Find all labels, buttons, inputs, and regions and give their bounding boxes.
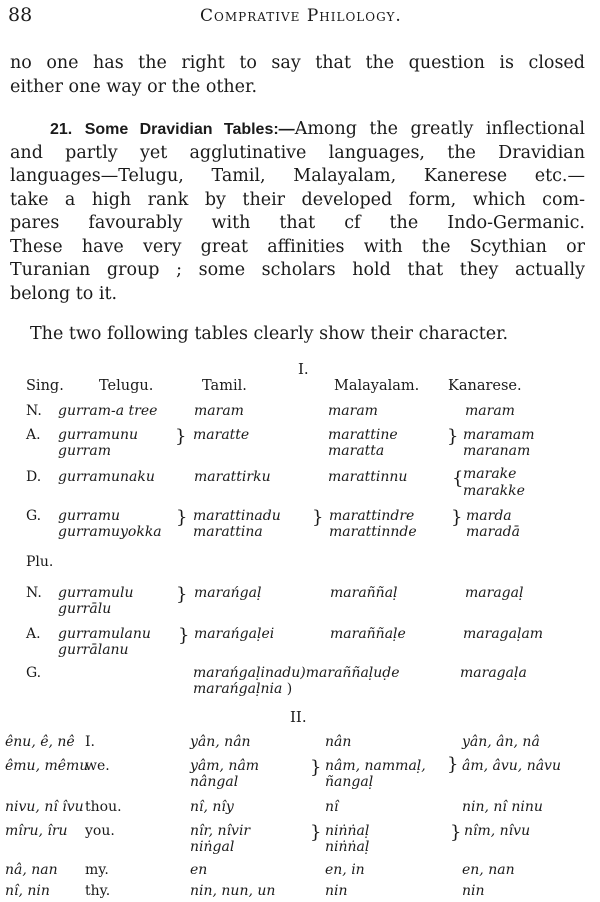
kanarese-form: maradā [466,524,520,540]
header-kanarese: Kanarese. [448,378,522,394]
paragraph-continuation [10,52,585,99]
malayalam-form: marattinnde [329,524,417,540]
kanarese-form: marakke [463,483,525,499]
telugu-pronoun: nâ, nan [5,862,58,878]
tamil-form: marańgaḷ [194,585,262,601]
case-label: G. [26,508,42,524]
malayalam-pronoun: en, in [325,862,365,878]
malayalam-pronoun: nân [325,734,352,750]
english-gloss: we. [85,758,110,774]
english-gloss: you. [85,823,115,839]
brace: } [447,754,459,775]
case-label: D. [26,469,42,485]
text-line: either one way or the other. [10,76,258,97]
tamil-form [193,681,292,697]
brace: ) [300,665,306,681]
tamil-pronoun: yâm, nâm [190,758,260,774]
telugu-form: gurramuyokka [58,524,162,540]
english-gloss: thou. [85,799,122,815]
tamil-form-text: marańgaḷinadu [193,665,301,681]
malayalam-pronoun: nî [325,799,339,815]
english-gloss: my. [85,862,109,878]
brace: ) [286,681,293,697]
page-number: 88 [8,4,33,26]
telugu-pronoun: ênu, ê, nê [5,734,75,750]
telugu-pronoun: nî, nin [5,883,50,899]
text-line: and partly yet agglutinative languages, the Dravidian [10,142,585,163]
malayalam-form: maram [328,403,378,419]
telugu-pronoun: mîru, îru [5,823,68,839]
telugu-form: gurrālanu [58,642,129,658]
brace: } [176,584,188,605]
malayalam-pronoun: niṅṅaḷ [325,839,370,855]
malayalam-form: maraññaḷuḍe [305,665,400,681]
malayalam-form: marattine [328,427,398,443]
tamil-form: marattirku [194,469,271,485]
case-label: A. [26,427,41,443]
tamil-form: marattina [193,524,263,540]
kanarese-form: maragaḷam [463,626,544,642]
telugu-form: gurramulanu [58,626,151,642]
section-21-paragraph [10,118,585,306]
tamil-form: marańgaḷei [194,626,275,642]
telugu-form: gurram [58,443,111,459]
malayalam-pronoun: nâm, nammaḷ, [325,758,426,774]
kanarese-form: marake [463,466,517,482]
brace: } [178,625,190,646]
brace: } [176,507,188,528]
running-title: Comprative Philology. [200,6,402,26]
text-line: pares favourably with that cf the Indo-Germanic. [10,213,585,233]
english-gloss: I. [85,734,95,750]
text-line [10,118,585,142]
kanarese-form: marda [466,508,512,524]
kanarese-form: maram [465,403,515,419]
kanarese-pronoun: yân, ân, nâ [462,734,540,750]
table-1-numeral: I. [298,360,309,378]
case-label: N. [26,403,42,419]
table-2-numeral: II. [290,708,307,726]
brace: } [310,822,322,843]
header-telugu: Telugu. [99,378,154,394]
tamil-pronoun: nin, nun, un [190,883,276,899]
telugu-form: gurramulu [58,585,134,601]
kanarese-form: maragaḷa [460,665,527,681]
text-line: Turanian group ; some scholars hold that they actually [10,260,585,280]
kanarese-pronoun: nîm, nîvu [464,823,531,839]
malayalam-form: marattinnu [328,469,408,485]
header-tamil: Tamil. [202,378,247,394]
tamil-form: marattinadu [193,508,281,524]
text-line: languages—Telugu, Tamil, Malayalam, Kanerese etc.— [10,166,585,186]
kanarese-form: maranam [463,443,531,459]
brace: } [450,822,462,843]
malayalam-pronoun: niṅṅaḷ [325,823,370,839]
text-fragment: Among the greatly inflectional [294,119,585,139]
telugu-pronoun: êmu, mêmu [5,758,89,774]
brace: } [175,426,187,447]
tamil-form [193,665,400,681]
brace: { [452,468,464,489]
tamil-pronoun: en [190,862,208,878]
kanarese-form: maramam [463,427,535,443]
brace: } [312,507,324,528]
case-label: G. [26,665,42,681]
text-line: take a high rank by their developed form, which com- [10,189,585,210]
english-gloss: thy. [85,883,111,899]
tables-intro: The two following tables clearly show their character. [30,324,509,344]
malayalam-form: marattindre [329,508,415,524]
tamil-form: maratte [193,427,250,443]
telugu-form: gurramunaku [58,469,155,485]
brace: } [310,757,322,778]
text-line: These have very great affinities with the Scythian or [10,236,585,257]
telugu-pronoun: nivu, nî îvu [5,799,84,815]
tamil-pronoun: niṅgal [190,839,235,855]
tamil-pronoun: nângal [190,774,239,790]
malayalam-pronoun: ñangaḷ [325,774,374,790]
malayalam-form: maraññaḷe [330,626,406,642]
brace: } [451,507,463,528]
kanarese-form: maragaḷ [465,585,524,601]
header-malayalam: Malayalam. [334,378,420,394]
text-line: belong to it. [10,283,118,304]
case-label: A. [26,626,41,642]
telugu-form: gurrālu [58,601,112,617]
malayalam-form: maraññaḷ [330,585,398,601]
telugu-form: gurram-a tree [58,403,158,419]
tamil-pronoun: yân, nân [190,734,251,750]
telugu-form: gurramunu [58,427,139,443]
tamil-form-text: marańgaḷnia [193,681,283,697]
header-sing: Sing. [26,378,64,394]
plural-label: Plu. [26,554,54,570]
text-line: no one has the right to say that the question is closed [10,53,585,73]
malayalam-pronoun: nin [325,883,348,899]
section-number: 21. [50,121,73,138]
brace: } [447,426,459,447]
kanarese-pronoun: en, nan [462,862,515,878]
kanarese-pronoun: âm, âvu, nâvu [462,758,561,774]
tamil-pronoun: nî, nîy [190,799,234,815]
telugu-form: gurramu [58,508,121,524]
tamil-pronoun: nîr, nîvir [190,823,251,839]
kanarese-pronoun: nin, nî ninu [462,799,543,815]
malayalam-form: maratta [328,443,385,459]
case-label: N. [26,585,42,601]
tamil-form: maram [194,403,244,419]
section-title: Some Dravidian Tables:— [84,121,295,138]
kanarese-pronoun: nin [462,883,485,899]
